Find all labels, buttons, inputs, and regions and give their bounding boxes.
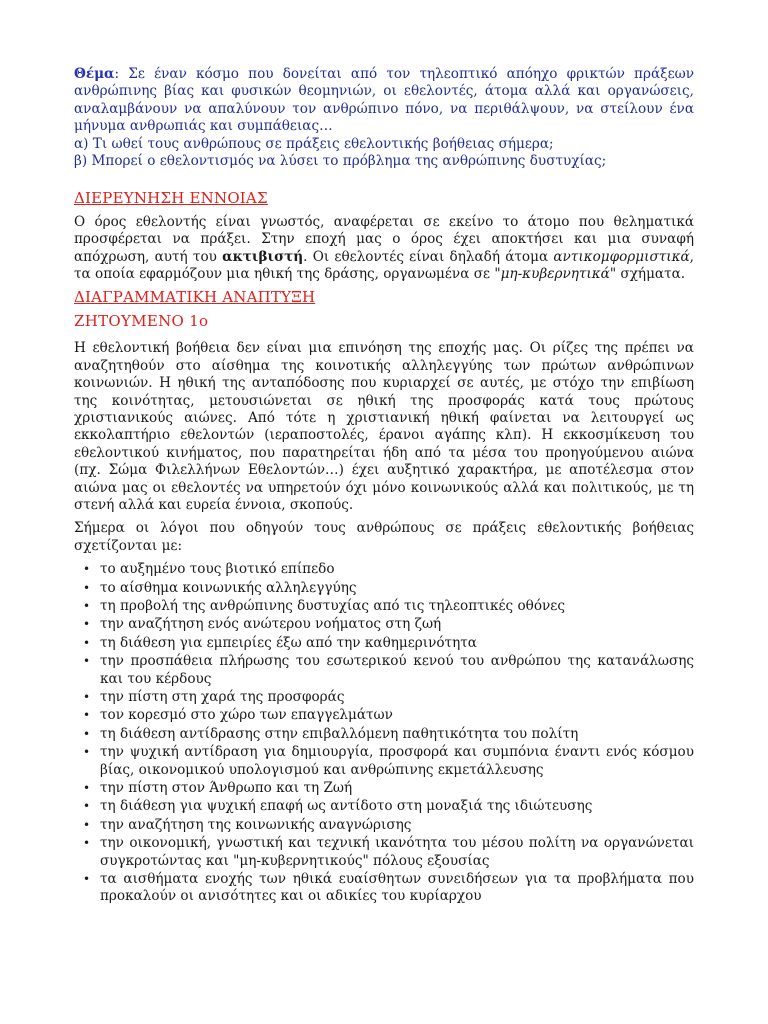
bullet-icon: • [83,817,91,832]
list-item [83,707,694,724]
list-item-text: τη διάθεση για ψυχική επαφή ως αντίδοτο στη μοναξιά της ιδιώτευσης [100,798,593,815]
list-item-text: την πίστη στον Άνθρωπο και τη Ζωή [100,780,353,797]
bullet-icon: • [83,872,91,887]
list-item [83,744,694,779]
list-item [83,597,694,615]
bullet-icon: • [83,635,91,650]
list-item [83,579,694,597]
development-paragraph: Η εθελοντική βοήθεια δεν είναι μια επινόηση της εποχής μας. Οι ρίζες της πρέπει να αναζητηθούν στο αίσθημα της κοινοτικής αλληλεγγύης των πρώτων ανθρώπινων κοινωνιών. Η ηθική της ανταπόδοσης που κυριαρχεί σε αυτές, με στόχο την επιβίωση της κοινότητας, μετουσιώνεται σε ηθική της προσφοράς κατά τους πρώτους χριστιανικούς αιώνες. Από τότε η χριστιανική ηθική φαίνεται να λειτουργεί ως εκκολαπτήριο εθελοντών (ιεραποστολές, έρανοι αγάπης κλπ). Η εκκοσμίκευση του εθελοντικού κινήματος, που παρατηρείται ήδη από τα μέσα του προηγούμενου αιώνα (πχ. Σώμα Φιλελλήνων Εθελοντών…) έχει αυξητικό χαρακτήρα, με αποτέλεσμα στον αιώνα μας οι εθελοντές να υπηρετούν όχι μόνο κοινωνικούς αλλά και πολιτικούς, με τη στενή αλλά και ευρεία έννοια, σκοπούς. [74,340,694,513]
list-item-text: την πίστη στη χαρά της προσφοράς [100,689,345,705]
list-item-text: το αυξημένο τους βιοτικό επίπεδο [100,561,335,578]
list-item-text: την αναζήτηση ενός ανώτερου νοήματος στη ζωή [100,616,442,633]
list-item [83,561,694,578]
reasons-intro: Σήμερα οι λόγοι που οδηγούν τους ανθρώπους σε πράξεις εθελοντικής βοήθειας σχετίζονται με: [74,520,694,554]
concept-text-1: Ο όρος εθελοντής είναι γνωστός, αναφέρεται σε εκείνο το άτομο που θεληματικά προσφέρεται να πράξει. Στην εποχή μας ο όρος έχει αποκτήσει και μια συναφή απόχρωση, αυτή του [74,213,694,265]
concept-text-2: . Οι εθελοντές είναι δηλαδή άτομα [303,248,554,265]
concept-paragraph [74,214,694,284]
bullet-icon: • [83,836,91,851]
list-item-text: την προσπάθεια πλήρωσης του εσωτερικού κενού του ανθρώπου της κατανάλωσης και του κέρδους [100,653,694,687]
list-item [83,780,694,797]
list-item [83,871,694,906]
theme-intro: : Σε έναν κόσμο που δονείται από τον τηλεοπτικό απόηχο φρικτών πράξεων ανθρώπινης βίας και φυσικών θεομηνιών, οι εθελοντές, άτομα αλλά και οργανώσεις, αναλαμβάνουν να απαλύνουν τον ανθρώπινο πόνο, να περιθάλψουν, να στείλουν ένα μήνυμα ανθρωπιάς και συμπάθειας… [74,66,694,135]
list-item-text: τον κορεσμό στο χώρο των επαγγελμάτων [100,707,393,724]
concept-bold-term: ακτιβιστή [222,248,304,265]
question-b: β) Μπορεί ο εθελοντισμός να λύσει το πρόβλημα της ανθρώπινης δυστυχίας; [74,153,607,170]
bullet-icon: • [83,708,91,723]
list-item-text: το αίσθημα κοινωνικής αλληλεγγύης [100,579,357,596]
list-item [83,835,694,870]
bullet-icon: • [83,562,91,577]
list-item-text: τη προβολή της ανθρώπινης δυστυχίας από τις τηλεοπτικές οθόνες [100,597,565,614]
bullet-icon: • [83,654,91,669]
concept-heading: ΔΙΕΡΕΥΝΗΣΗ ΕΝΝΟΙΑΣ [74,189,268,208]
list-item [83,798,694,815]
list-item [83,634,694,652]
bullet-icon: • [83,745,91,760]
bullet-icon: • [83,726,91,741]
question-a: α) Τι ωθεί τους ανθρώπους σε πράξεις εθελοντικής βοήθειας σήμερα; [74,135,554,152]
list-item-text: την αναζήτηση της κοινωνικής αναγνώρισης [100,816,412,833]
concept-italic-term-2: μη-κυβερνητικά [500,266,610,283]
concept-text-4: " σχήματα. [609,266,686,283]
document-page [74,66,694,907]
concept-text-3: , τα οποία εφαρμόζουν μια ηθική της δράσης, οργανωμένα σε " [74,248,694,283]
list-item [83,616,694,633]
bullet-icon: • [83,690,91,704]
theme-block [74,66,694,170]
list-item [83,725,694,743]
list-item-text: την ψυχική αντίδραση για δημιουργία, προσφορά και συμπόνια έναντι ενός κόσμου βίας, οικονομικού υπολογισμού και ανθρώπινης εκμετάλλευσης [100,744,694,778]
bullet-icon: • [83,799,91,814]
reasons-list [74,561,694,906]
list-item-text: τη διάθεση για εμπειρίες έξω από την καθημερινότητα [100,634,477,651]
list-item [83,816,694,834]
bullet-icon: • [83,617,91,632]
list-item-text: τη διάθεση αντίδρασης στην επιβαλλόμενη παθητικότητα του πολίτη [100,725,579,742]
list-item-text: την οικονομική, γνωστική και τεχνική ικανότητα του μέσου πολίτη να οργανώνεται συγκροτώντας και "μη-κυβερνητικούς" πόλους εξουσίας [100,835,694,869]
bullet-icon: • [83,598,91,613]
bullet-icon: • [83,580,91,595]
list-item [83,653,694,688]
theme-label: Θέμα [74,66,115,82]
development-subheading: ΖΗΤΟΥΜΕΝΟ 1ο [74,311,209,330]
concept-italic-term: αντικομφορμιστικά [553,248,690,265]
list-item [83,689,694,706]
list-item-text: τα αισθήματα ενοχής των ηθικά ευαίσθητων συνειδήσεων για τα προβλήματα που προκαλούν οι ανισότητες και οι αδικίες του κυρίαρχου [100,871,694,905]
development-heading: ΔΙΑΓΡΑΜΜΑΤΙΚΗ ΑΝΑΠΤΥΞΗ [74,288,316,307]
bullet-icon: • [83,781,91,796]
